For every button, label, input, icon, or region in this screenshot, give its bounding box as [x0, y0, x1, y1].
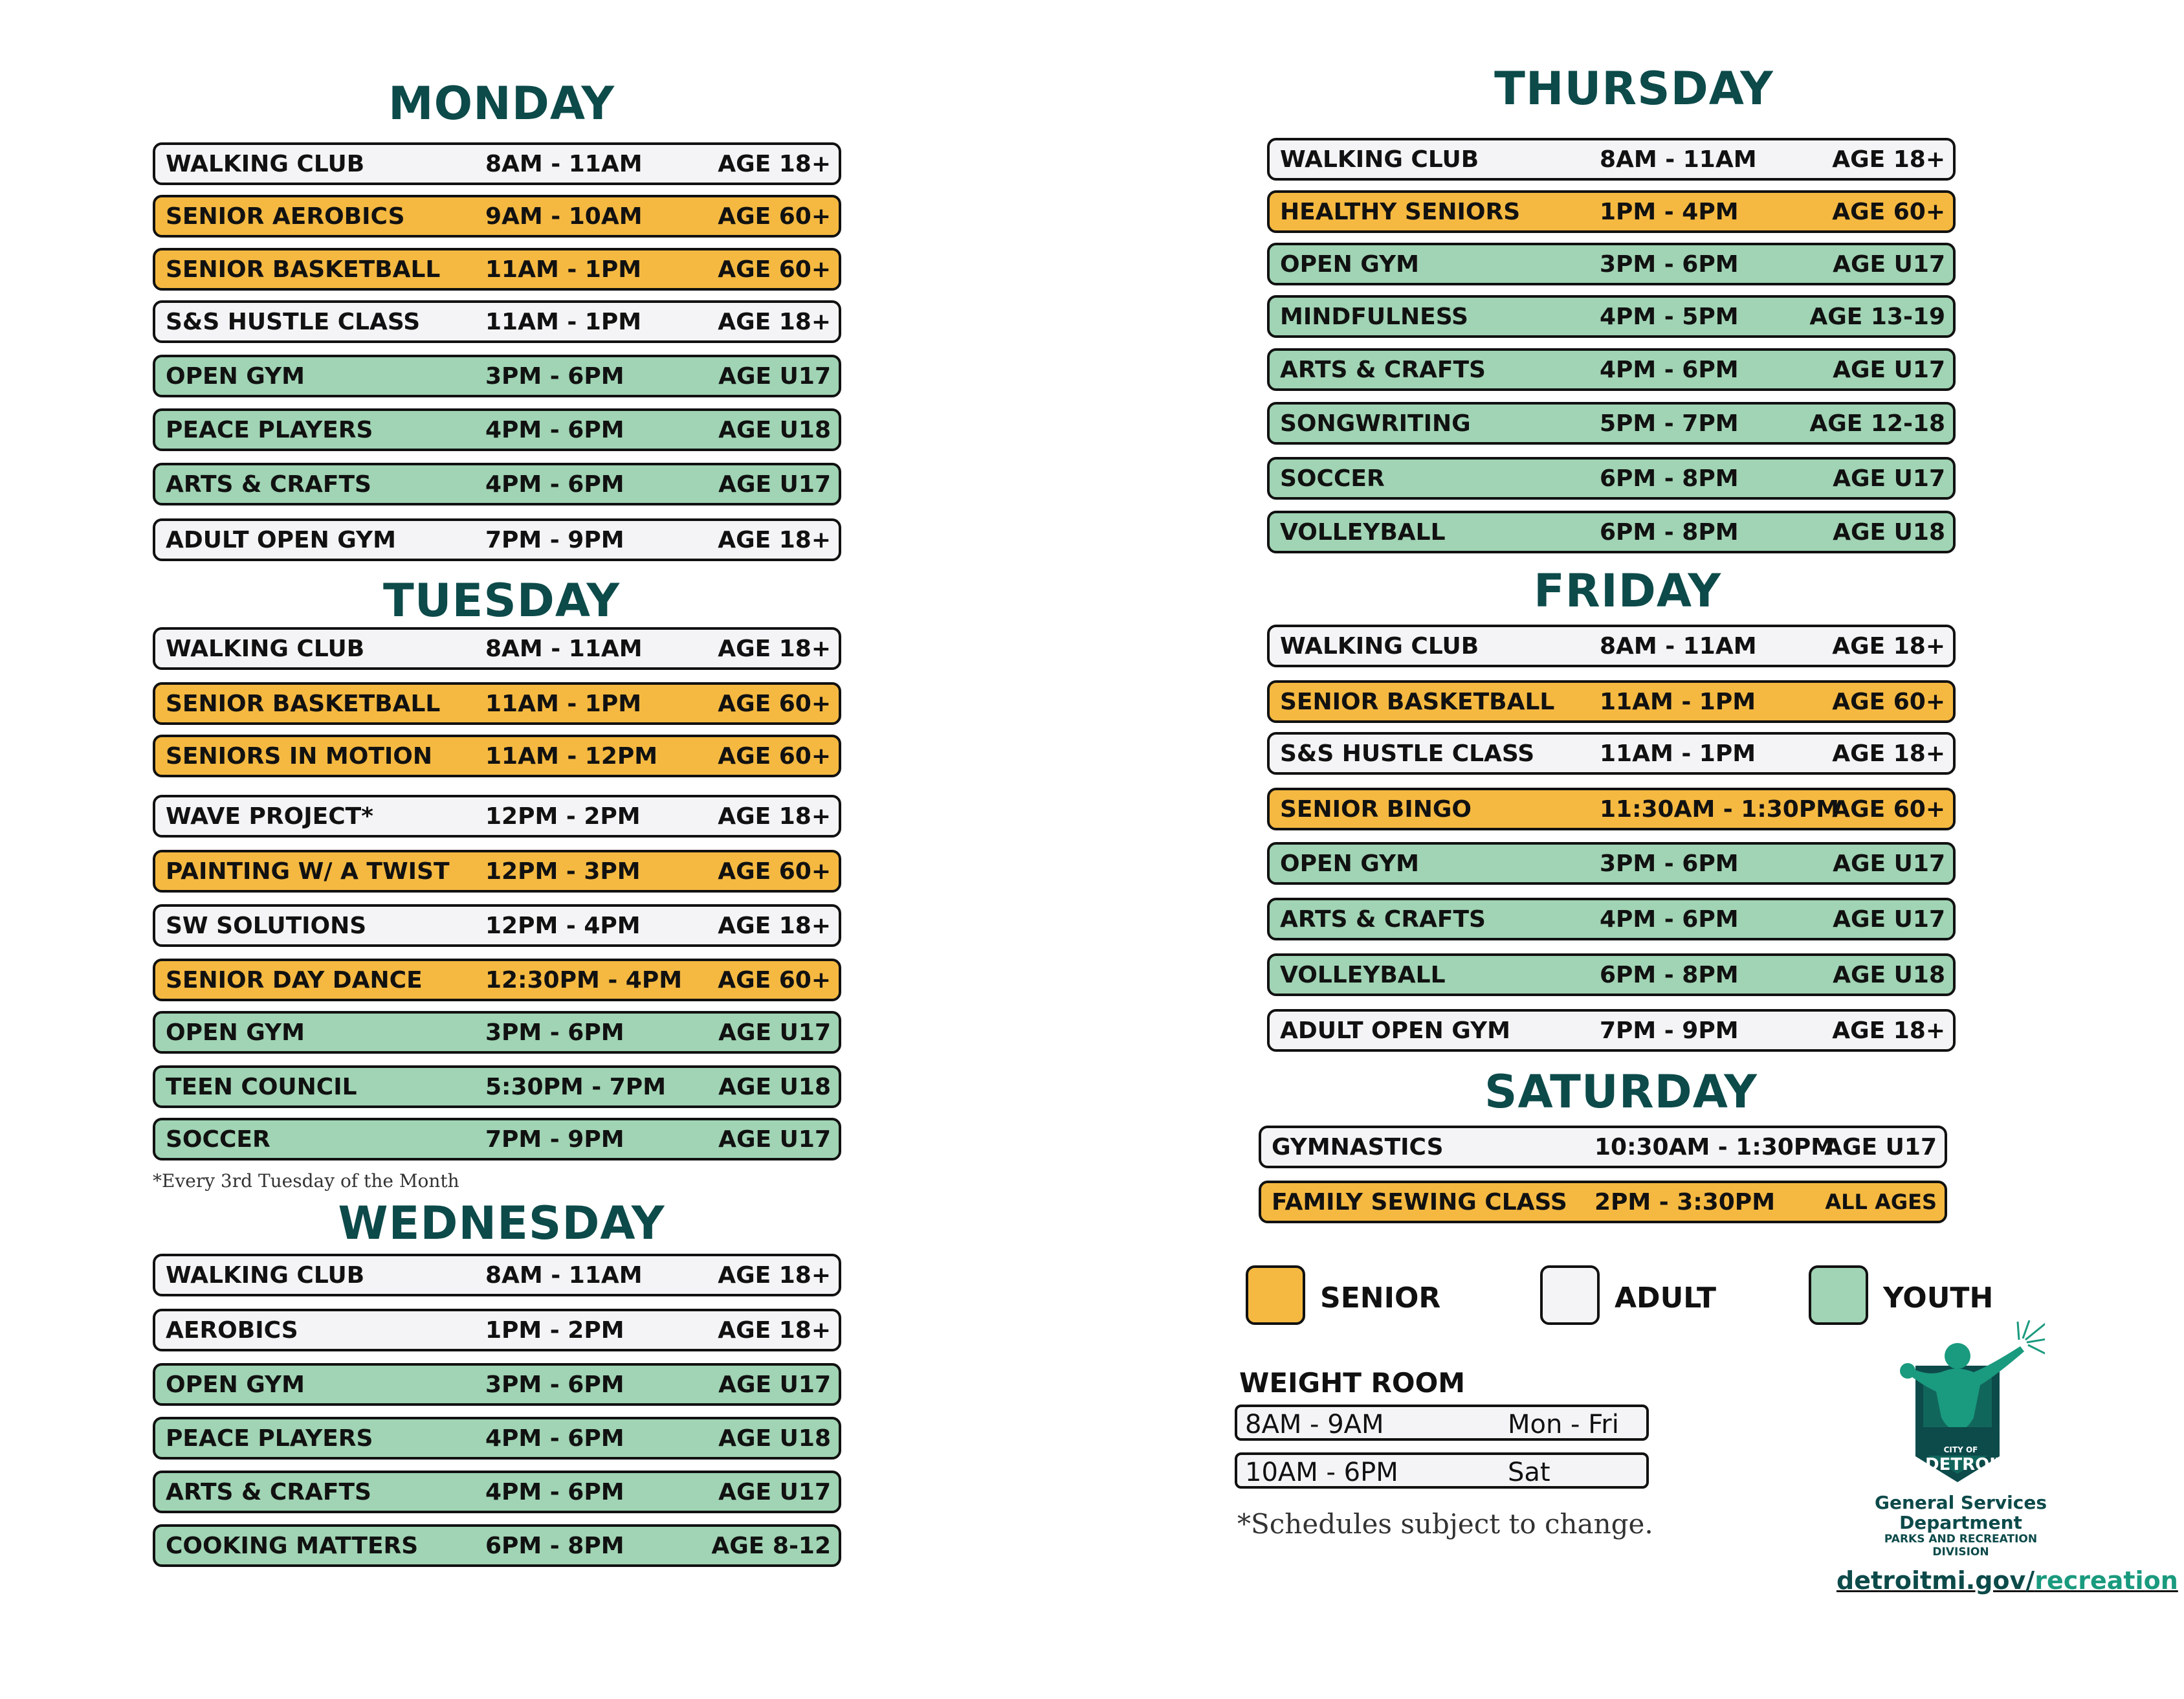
activity-time: 7PM - 9PM [485, 526, 624, 553]
activity-name: VOLLEYBALL [1280, 518, 1446, 546]
schedule-row-thursday [1267, 402, 1956, 445]
activity-age: AGE U17 [718, 362, 831, 390]
activity-time: 4PM - 6PM [1600, 905, 1739, 933]
schedule-row-monday [153, 248, 841, 291]
day-heading-tuesday: TUESDAY [382, 574, 621, 627]
activity-name: WALKING CLUB [166, 150, 365, 177]
activity-time: 3PM - 6PM [485, 1371, 624, 1398]
schedule-row-friday [1267, 898, 1956, 940]
activity-time: 12PM - 2PM [485, 803, 641, 830]
activity-time: 11AM - 12PM [485, 742, 658, 770]
activity-age: AGE 60+ [1832, 688, 1945, 715]
activity-age: AGE 18+ [718, 803, 831, 830]
activity-time: 12:30PM - 4PM [485, 966, 683, 994]
day-heading-wednesday: WEDNESDAY [338, 1197, 665, 1250]
activity-name: SENIOR AEROBICS [166, 203, 405, 230]
activity-time: 8AM - 11AM [1600, 632, 1757, 660]
activity-age: AGE 18+ [718, 1261, 831, 1289]
activity-age: AGE 60+ [718, 858, 831, 885]
activity-age: AGE 60+ [1832, 795, 1945, 823]
activity-time: 12PM - 4PM [485, 912, 641, 939]
activity-name: WAVE PROJECT* [166, 803, 373, 830]
legend-label-adult: ADULT [1615, 1282, 1717, 1315]
activity-name: SW SOLUTIONS [166, 912, 367, 939]
activity-age: AGE 18+ [718, 635, 831, 662]
activity-time: 4PM - 6PM [1600, 356, 1739, 383]
activity-time: 6PM - 8PM [1600, 518, 1739, 546]
activity-time: 7PM - 9PM [1600, 1017, 1739, 1044]
schedule-row-friday [1267, 953, 1956, 996]
activity-name: SONGWRITING [1280, 410, 1471, 437]
activity-time: 11AM - 1PM [1600, 688, 1756, 715]
schedule-row-monday [153, 518, 841, 561]
schedule-row-monday [153, 142, 841, 185]
activity-name: WALKING CLUB [1280, 632, 1479, 660]
schedule-row-tuesday [153, 627, 841, 670]
schedule-disclaimer: *Schedules subject to change. [1237, 1508, 1653, 1540]
activity-age: AGE U17 [718, 1126, 831, 1153]
activity-name: SENIORS IN MOTION [166, 742, 432, 770]
schedule-row-monday [153, 408, 841, 451]
activity-time: 3PM - 6PM [485, 362, 624, 390]
activity-age: AGE U17 [718, 1019, 831, 1046]
activity-age: AGE U17 [1833, 905, 1945, 933]
activity-age: AGE U17 [1833, 250, 1945, 278]
weight-room-time: 10AM - 6PM [1245, 1458, 1398, 1487]
activity-name: ADULT OPEN GYM [166, 526, 396, 553]
activity-time: 4PM - 5PM [1600, 303, 1739, 330]
weight-room-title: WEIGHT ROOM [1239, 1367, 1466, 1399]
activity-age: AGE U18 [718, 1425, 831, 1452]
activity-age: AGE U17 [718, 1478, 831, 1505]
activity-age: AGE 18+ [718, 526, 831, 553]
logo-dept-line1: General Services [1874, 1492, 2047, 1513]
activity-time: 6PM - 8PM [1600, 465, 1739, 492]
weight-room-days: Sat [1508, 1458, 1550, 1487]
schedule-row-wednesday [153, 1363, 841, 1406]
activity-name: PEACE PLAYERS [166, 416, 373, 443]
schedule-row-thursday [1267, 138, 1956, 181]
activity-name: OPEN GYM [1280, 850, 1419, 877]
activity-name: SENIOR BASKETBALL [166, 256, 441, 283]
activity-time: 3PM - 6PM [485, 1019, 624, 1046]
activity-age: AGE U17 [1833, 850, 1945, 877]
activity-name: PAINTING W/ A TWIST [166, 858, 450, 885]
schedule-row-wednesday [153, 1524, 841, 1567]
recreation-link[interactable] [1837, 1566, 2178, 1595]
activity-name: SENIOR BASKETBALL [166, 690, 441, 717]
schedule-row-monday [153, 300, 841, 343]
activity-name: SENIOR BASKETBALL [1280, 688, 1555, 715]
url-domain[interactable]: detroitmi.gov/ [1837, 1566, 2035, 1595]
activity-age: AGE 18+ [1832, 146, 1945, 173]
activity-age: AGE U18 [718, 1073, 831, 1100]
schedule-row-thursday [1267, 295, 1956, 338]
activity-name: ARTS & CRAFTS [166, 471, 371, 498]
activity-name: ARTS & CRAFTS [1280, 905, 1486, 933]
schedule-row-wednesday [153, 1471, 841, 1513]
activity-time: 7PM - 9PM [485, 1126, 624, 1153]
schedule-row-wednesday [153, 1309, 841, 1351]
activity-time: 12PM - 3PM [485, 858, 641, 885]
activity-age: AGE U18 [718, 416, 831, 443]
schedule-row-friday [1267, 1009, 1956, 1052]
activity-name: SOCCER [1280, 465, 1385, 492]
activity-name: VOLLEYBALL [1280, 961, 1446, 988]
activity-time: 11AM - 1PM [485, 308, 642, 335]
activity-time: 3PM - 6PM [1600, 250, 1739, 278]
schedule-row-saturday [1259, 1126, 1947, 1168]
activity-name: AEROBICS [166, 1316, 298, 1344]
schedule-row-monday [153, 463, 841, 505]
schedule-row-tuesday [153, 682, 841, 725]
activity-name: COOKING MATTERS [166, 1532, 419, 1559]
activity-time: 2PM - 3:30PM [1594, 1188, 1776, 1216]
activity-time: 11AM - 1PM [1600, 740, 1756, 767]
weight-room-days: Mon - Fri [1508, 1410, 1619, 1439]
schedule-row-tuesday [153, 1065, 841, 1108]
activity-age: AGE 60+ [718, 203, 831, 230]
activity-name: S&S HUSTLE CLASS [166, 308, 421, 335]
activity-name: WALKING CLUB [166, 635, 365, 662]
activity-name: S&S HUSTLE CLASS [1280, 740, 1535, 767]
schedule-row-thursday [1267, 348, 1956, 391]
day-heading-thursday: THURSDAY [1494, 62, 1774, 115]
schedule-row-monday [153, 195, 841, 238]
activity-time: 4PM - 6PM [485, 1478, 624, 1505]
activity-name: OPEN GYM [1280, 250, 1419, 278]
schedule-row-wednesday [153, 1417, 841, 1460]
day-heading-friday: FRIDAY [1533, 564, 1722, 617]
activity-name: WALKING CLUB [166, 1261, 365, 1289]
activity-name: SENIOR DAY DANCE [166, 966, 423, 994]
schedule-row-wednesday [153, 1254, 841, 1296]
activity-time: 4PM - 6PM [485, 471, 624, 498]
activity-time: 10:30AM - 1:30PM [1594, 1133, 1835, 1160]
activity-age: AGE 60+ [718, 966, 831, 994]
activity-time: 6PM - 8PM [485, 1532, 624, 1559]
activity-time: 8AM - 11AM [485, 1261, 643, 1289]
legend-swatch-youth [1809, 1265, 1868, 1325]
activity-time: 8AM - 11AM [1600, 146, 1757, 173]
activity-name: ADULT OPEN GYM [1280, 1017, 1510, 1044]
activity-name: GYMNASTICS [1272, 1133, 1444, 1160]
activity-name: WALKING CLUB [1280, 146, 1479, 173]
activity-age: AGE 12-18 [1809, 410, 1945, 437]
activity-age: ALL AGES [1825, 1190, 1937, 1214]
activity-name: OPEN GYM [166, 362, 305, 390]
activity-time: 9AM - 10AM [485, 203, 643, 230]
activity-age: AGE 18+ [718, 912, 831, 939]
logo-detroit: DETROIT [1925, 1455, 2007, 1474]
day-heading-saturday: SATURDAY [1484, 1065, 1758, 1118]
schedule-row-thursday [1267, 457, 1956, 500]
schedule-row-tuesday [153, 959, 841, 1001]
activity-age: AGE U18 [1833, 518, 1945, 546]
schedule-row-friday [1267, 732, 1956, 775]
schedule-row-monday [153, 355, 841, 397]
schedule-row-friday [1267, 842, 1956, 885]
schedule-row-tuesday [153, 1118, 841, 1160]
activity-age: AGE U17 [1824, 1133, 1937, 1160]
schedule-row-thursday [1267, 190, 1956, 233]
activity-time: 1PM - 2PM [485, 1316, 624, 1344]
activity-time: 11:30AM - 1:30PM [1600, 795, 1840, 823]
weight-room-row [1235, 1405, 1649, 1441]
schedule-row-friday [1267, 680, 1956, 723]
activity-time: 11AM - 1PM [485, 690, 642, 717]
schedule-row-friday [1267, 625, 1956, 667]
logo-division-line1: PARKS AND RECREATION [1884, 1533, 2038, 1546]
activity-name: OPEN GYM [166, 1019, 305, 1046]
activity-name: ARTS & CRAFTS [1280, 356, 1486, 383]
activity-age: AGE 60+ [1832, 198, 1945, 225]
activity-time: 8AM - 11AM [485, 635, 643, 662]
activity-age: AGE 18+ [718, 150, 831, 177]
activity-name: OPEN GYM [166, 1371, 305, 1398]
activity-name: SENIOR BINGO [1280, 795, 1472, 823]
activity-time: 3PM - 6PM [1600, 850, 1739, 877]
activity-age: AGE 60+ [718, 742, 831, 770]
activity-name: FAMILY SEWING CLASS [1272, 1188, 1567, 1216]
activity-age: AGE U17 [1833, 356, 1945, 383]
schedule-row-tuesday [153, 904, 841, 947]
weight-room-time: 8AM - 9AM [1245, 1410, 1384, 1439]
activity-name: HEALTHY SENIORS [1280, 198, 1521, 225]
activity-time: 4PM - 6PM [485, 1425, 624, 1452]
schedule-row-thursday [1267, 511, 1956, 553]
schedule-row-tuesday [153, 1011, 841, 1054]
detroit-spirit-logo-icon [1877, 1320, 2045, 1515]
logo-dept-line2: Department [1899, 1512, 2022, 1533]
activity-age: AGE U17 [718, 1371, 831, 1398]
schedule-row-saturday [1259, 1181, 1947, 1223]
activity-age: AGE 13-19 [1809, 303, 1945, 330]
tuesday-footnote: *Every 3rd Tuesday of the Month [153, 1170, 459, 1192]
activity-name: ARTS & CRAFTS [166, 1478, 371, 1505]
activity-time: 5PM - 7PM [1600, 410, 1739, 437]
activity-time: 11AM - 1PM [485, 256, 642, 283]
schedule-row-friday [1267, 788, 1956, 830]
activity-age: AGE 60+ [718, 690, 831, 717]
activity-time: 8AM - 11AM [485, 150, 643, 177]
activity-time: 5:30PM - 7PM [485, 1073, 667, 1100]
activity-age: AGE U17 [718, 471, 831, 498]
activity-time: 6PM - 8PM [1600, 961, 1739, 988]
activity-age: AGE U18 [1833, 961, 1945, 988]
activity-name: PEACE PLAYERS [166, 1425, 373, 1452]
day-heading-monday: MONDAY [388, 77, 615, 130]
logo-city-of: CITY OF [1943, 1445, 1978, 1454]
schedule-row-thursday [1267, 243, 1956, 285]
legend-label-senior: SENIOR [1320, 1282, 1441, 1315]
legend-swatch-adult [1540, 1265, 1600, 1325]
activity-name: MINDFULNESS [1280, 303, 1468, 330]
activity-age: AGE 18+ [718, 1316, 831, 1344]
schedule-row-tuesday [153, 735, 841, 777]
activity-age: AGE 18+ [1832, 632, 1945, 660]
weight-room-row [1235, 1452, 1649, 1489]
activity-age: AGE 18+ [718, 308, 831, 335]
activity-time: 1PM - 4PM [1600, 198, 1739, 225]
legend-swatch-senior [1246, 1265, 1305, 1325]
logo-division-line2: DIVISION [1932, 1546, 1989, 1559]
activity-time: 4PM - 6PM [485, 416, 624, 443]
activity-age: AGE 18+ [1832, 1017, 1945, 1044]
schedule-row-tuesday [153, 850, 841, 893]
legend-label-youth: YOUTH [1883, 1282, 1994, 1315]
activity-age: AGE U17 [1833, 465, 1945, 492]
url-path[interactable]: recreation [2035, 1566, 2178, 1595]
activity-age: AGE 18+ [1832, 740, 1945, 767]
activity-age: AGE 8-12 [711, 1532, 831, 1559]
activity-age: AGE 60+ [718, 256, 831, 283]
activity-name: TEEN COUNCIL [166, 1073, 357, 1100]
schedule-row-tuesday [153, 795, 841, 838]
activity-name: SOCCER [166, 1126, 270, 1153]
